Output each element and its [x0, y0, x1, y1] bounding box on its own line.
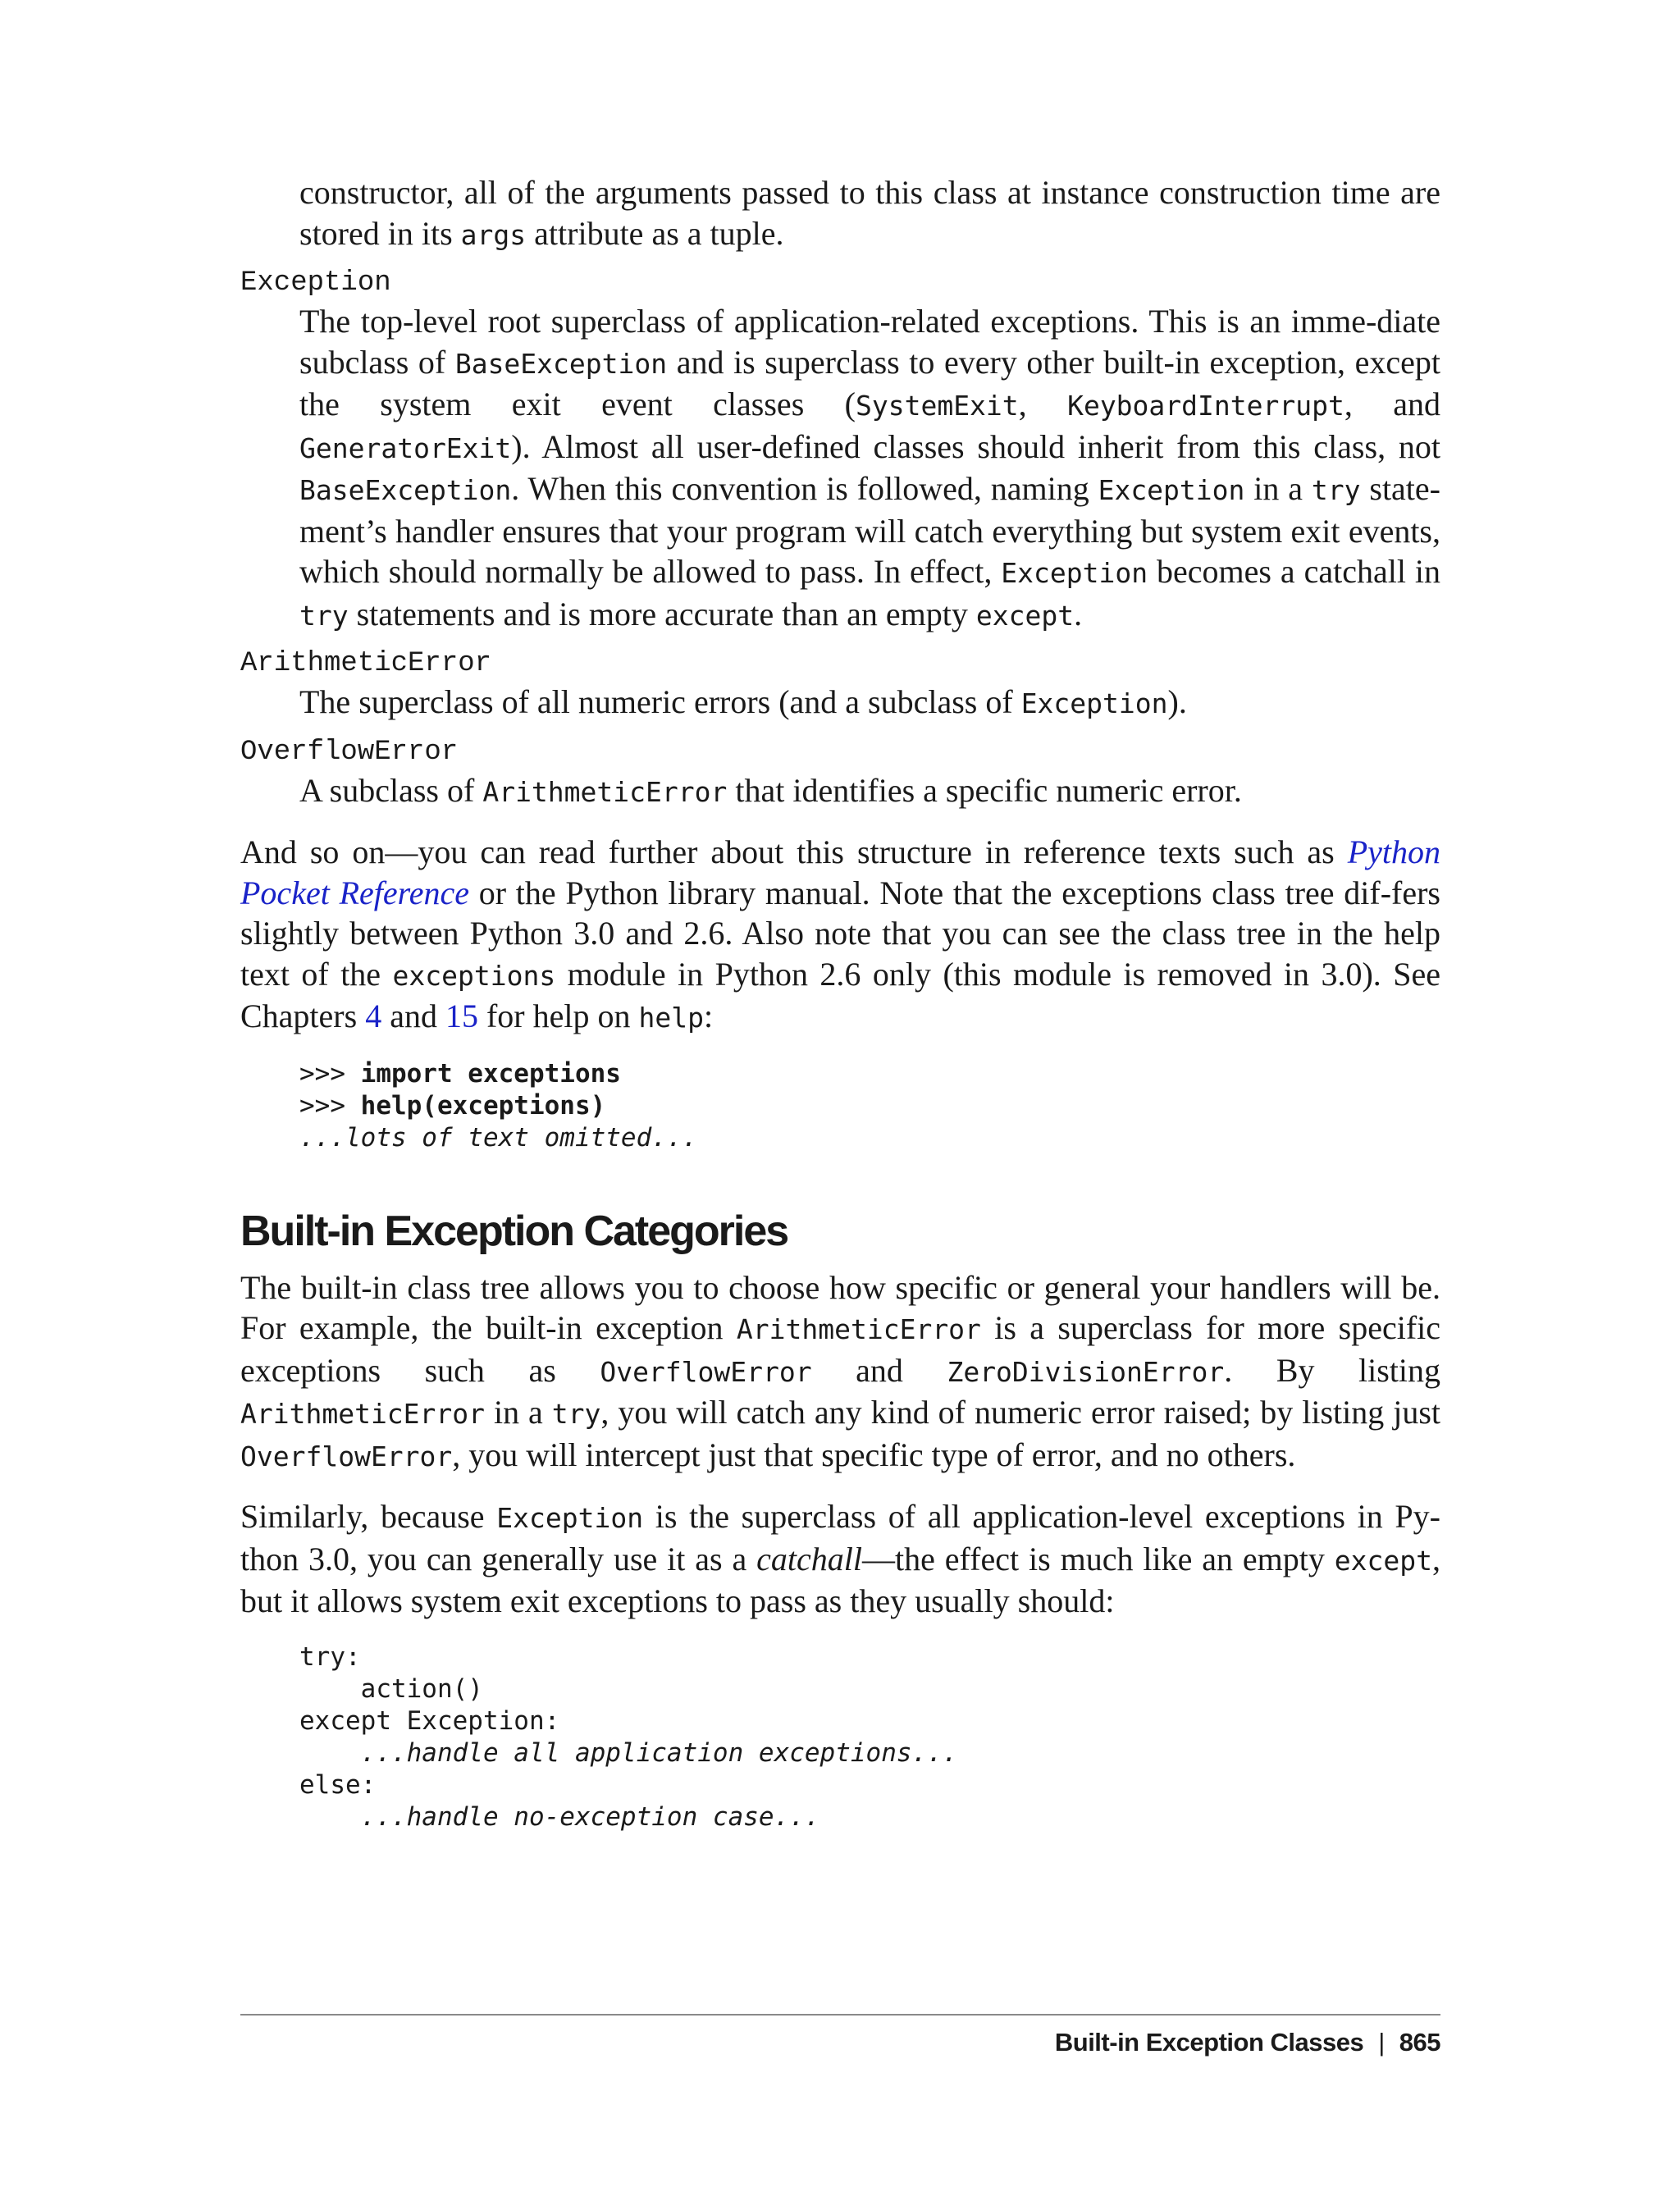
intro-text: are stored in its	[299, 174, 1440, 252]
python-pocket-reference-link[interactable]: Python Pocket Reference	[240, 833, 1440, 911]
overflow-error-description: A subclass of ArithmeticError that identifies a specific numeric error.	[299, 771, 1242, 809]
intro-paragraph	[299, 172, 1440, 255]
term-arithmetic-error: ArithmeticError	[240, 648, 492, 679]
code-example-help: >>> import exceptions >>> help(exceptions) ...lots of text omitted...	[299, 1058, 698, 1153]
and-so-on-paragraph: And so on—you can read further about this structure in reference texts such as Python Pocket Reference or the Python library manual. Note that the exceptions class tree dif-fers slightly between Python 3.0 and 2.6. Also note that you can see the class tree in the help text of the exceptions module in Python 2.6 only (this module is removed in 3.0). See Chapters 4 and 15 for help on help:	[240, 833, 1441, 1034]
term-overflow-error: OverflowError	[240, 736, 459, 768]
intro-text: attribute as a tuple.	[526, 214, 784, 252]
class-tree-paragraph: The built-in class tree allows you to choose how specific or general your handlers will be. For example, the built-in exception ArithmeticError is a superclass for more specific exceptions such as OverflowError and ZeroDivisionError. By listing ArithmeticError in a try, you will catch any kind of numeric error raised; by listing just OverflowError, you will intercept just that specific type of error, and no others.	[240, 1268, 1441, 1473]
chapter-15-link[interactable]: 15	[445, 998, 478, 1034]
footer-separator: |	[1378, 2028, 1385, 2057]
exception-description: The top-level root superclass of application-related exceptions. This is an imme-diate subclass of BaseException and is superclass to every other built-in exception, except the system exit event classes (SystemExit, KeyboardInterrupt, and GeneratorExit). Almost all user-defined classes should inherit from this class, not BaseException. When this convention is followed, naming Exception in a try state-ment’s handler ensures that your program will catch everything but system exit events, which should normally be allowed to pass. In effect, Exception becomes a catchall in try statements and is more accurate than an empty except.	[299, 303, 1441, 632]
code-example-try-except: try: action() except Exception: ...handle all application exceptions... else: ...handle no-exception case...	[299, 1641, 958, 1832]
chapter-4-link[interactable]: 4	[365, 998, 382, 1034]
section-heading: Built-in Exception Categories	[240, 1207, 788, 1255]
page-footer	[240, 2026, 1440, 2059]
page-content	[240, 172, 1440, 1833]
inline-code: args	[460, 218, 527, 251]
arithmetic-error-description: The superclass of all numeric errors (and a subclass of Exception).	[299, 683, 1187, 720]
term-exception: Exception	[240, 267, 391, 299]
page-number: 865	[1399, 2028, 1440, 2057]
intro-line-1: constructor, all of the arguments passed to this class at instance construction time	[299, 174, 1390, 211]
similarly-paragraph: Similarly, because Exception is the superclass of all application-level exceptions in Py-thon 3.0, you can generally use it as a catchall—the effect is much like an empty except, but it allows system exit exceptions to pass as they usually should:	[240, 1498, 1440, 1619]
footer-divider	[240, 2014, 1440, 2016]
running-title: Built-in Exception Classes	[1054, 2028, 1364, 2057]
